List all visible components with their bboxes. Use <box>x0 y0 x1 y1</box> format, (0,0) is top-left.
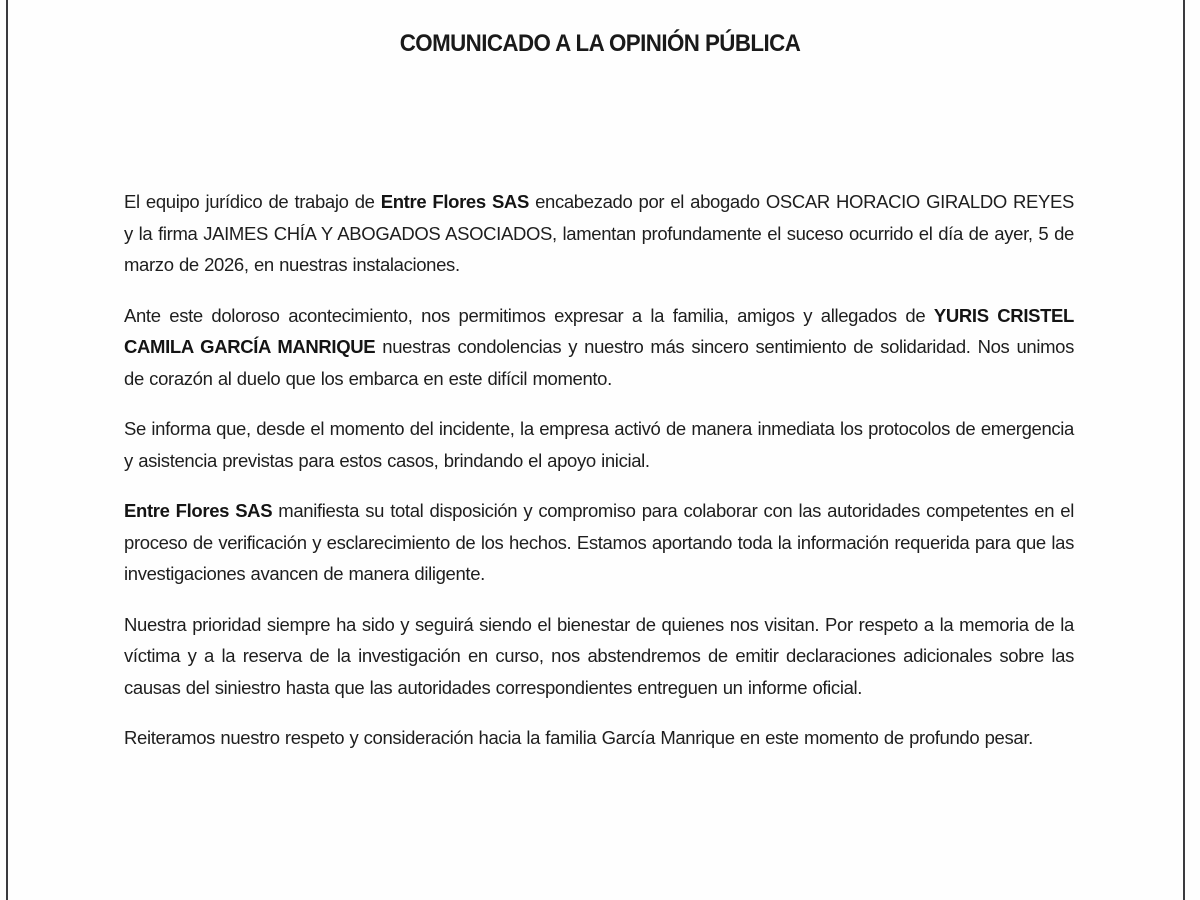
paragraph-text: Se informa que, desde el momento del incidente, la empresa activó de manera inmediata los protocolos de emergencia y asistencia previstas para estos casos, brindando el apoyo inicial. <box>124 418 1074 471</box>
paragraph-text: Reiteramos nuestro respeto y consideración hacia la familia García Manrique en este momento de profundo pesar. <box>124 727 1033 748</box>
company-name: Entre Flores SAS <box>380 191 529 212</box>
paragraph-text: Nuestra prioridad siempre ha sido y seguirá siendo el bienestar de quienes nos visitan. Por respeto a la memoria de la víctima y a la reserva de la investigación en curso, nos abstendremos de emitir declaraciones adicionales sobre las causas del siniestro hasta que las autoridades correspondientes entreguen un informe oficial. <box>124 613 1074 698</box>
frame-border-right <box>1183 0 1185 900</box>
paragraph-condolences <box>124 300 1074 395</box>
paragraph-emergency-protocols <box>124 413 1074 476</box>
frame-border-left <box>6 0 8 900</box>
victim-name: YURIS CRISTEL CAMILA GARCÍA MANRIQUE <box>124 304 1074 357</box>
paragraph-text: Ante este doloroso acontecimiento, nos permitimos expresar a la familia, amigos y allegados de <box>124 304 934 326</box>
paragraph-text: manifiesta su total disposición y compromiso para colaborar con las autoridades competentes en el proceso de verificación y esclarecimiento de los hechos. Estamos aportando toda la información requerida para que las investigaciones avancen de manera diligente. <box>124 500 1074 584</box>
company-name: Entre Flores SAS <box>124 500 273 521</box>
paragraph-text: nuestras condolencias y nuestro más sincero sentimiento de solidaridad. Nos unimos de corazón al duelo que los embarca en este difícil momento. <box>124 336 1074 389</box>
paragraph-cooperation <box>124 495 1074 590</box>
document-body <box>124 186 1074 773</box>
paragraph-priority <box>124 609 1074 704</box>
paragraph-closing <box>124 722 1074 754</box>
paragraph-legal-team <box>124 186 1074 281</box>
paragraph-text: encabezado por el abogado OSCAR HORACIO GIRALDO REYES y la firma JAIMES CHÍA Y ABOGADOS ASOCIADOS, lamentan profundamente el suceso ocurrido el día de ayer, 5 de marzo de 2026, en nuestras instalaciones. <box>124 191 1074 275</box>
document-title: COMUNICADO A LA OPINIÓN PÚBLICA <box>399 30 801 57</box>
paragraph-text: El equipo jurídico de trabajo de <box>124 191 381 212</box>
